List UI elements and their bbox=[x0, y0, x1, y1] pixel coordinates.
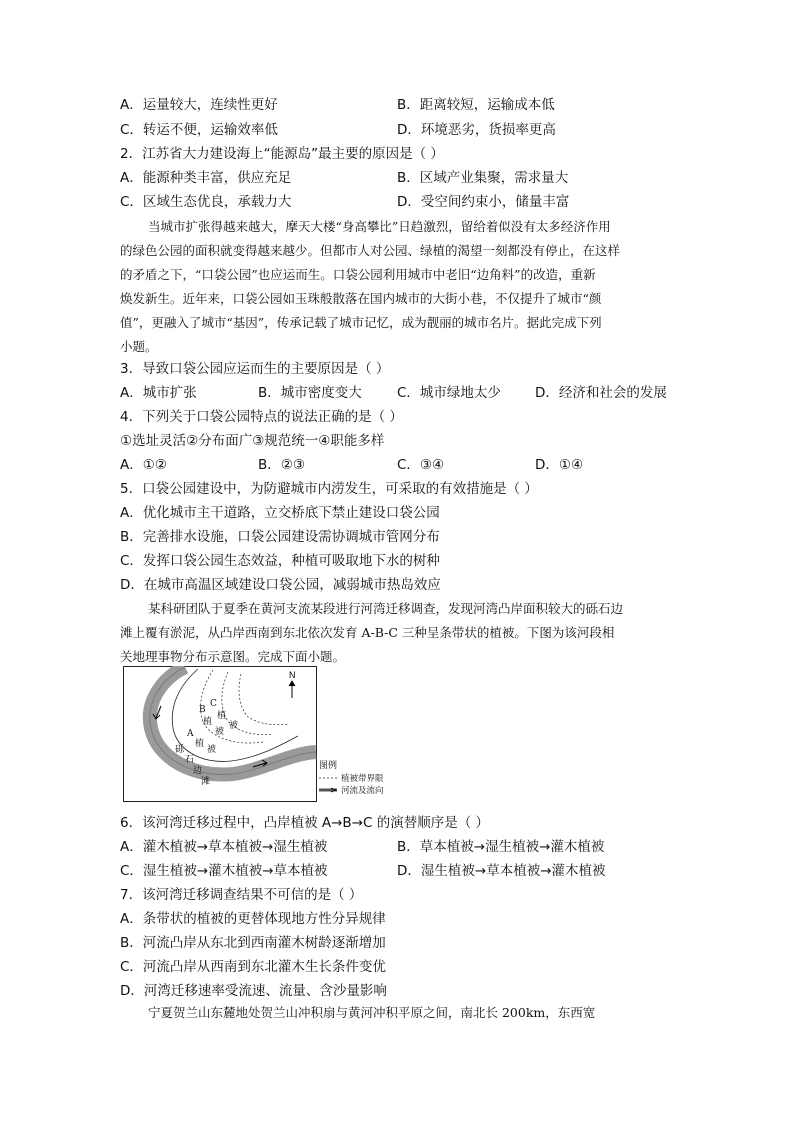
passage2-line: 某科研团队于夏季在黄河支流某段进行河湾迁移调查，发现河湾凸岸面积较大的砾石边 bbox=[148, 601, 624, 616]
label-li: 砾 bbox=[175, 745, 185, 755]
label-B: B bbox=[199, 705, 206, 715]
q3-stem: 3．导致口袋公园应运而生的主要原因是（ ） bbox=[120, 361, 390, 377]
label-zhi: 植 bbox=[195, 739, 205, 749]
q4-option-c: C．③④ bbox=[397, 457, 445, 473]
legend-boundary-label: 植被带界限 bbox=[341, 774, 384, 784]
q3-option-b: B．城市密度变大 bbox=[258, 385, 362, 401]
q6-option-a: A．灌木植被→草本植被→湿生植被 bbox=[120, 839, 328, 855]
q7-option-a: A．条带状的植被的更替体现地方性分异规律 bbox=[120, 911, 386, 927]
passage1-line: 的绿色公园的面积就变得越来越少。但都市人对公园、绿植的渴望一刻都没有停止，在这样 bbox=[120, 243, 621, 258]
q4-option-d: D．①④ bbox=[535, 457, 584, 473]
q7-option-b: B．河流凸岸从东北到西南灌木树龄逐渐增加 bbox=[120, 935, 386, 951]
north-label: N bbox=[289, 670, 296, 680]
q1-option-d: D．环境恶劣，货损率更高 bbox=[397, 122, 556, 138]
label-shi: 石 bbox=[185, 755, 195, 765]
q4-option-a: A．①② bbox=[120, 457, 167, 473]
label-zhi: 植 bbox=[203, 717, 213, 727]
q7-option-d: D．河湾迁移速率受流速、流量、含沙量影响 bbox=[120, 983, 387, 999]
label-A: A bbox=[187, 729, 194, 739]
q6-stem: 6．该河湾迁移过程中，凸岸植被 A→B→C 的演替顺序是（ ） bbox=[120, 815, 490, 831]
label-tan: 滩 bbox=[201, 777, 211, 787]
q6-option-d: D．湿生植被→草本植被→灌木植被 bbox=[397, 863, 606, 879]
passage2-line: 滩上覆有淤泥，从凸岸西南到东北依次发育 A-B-C 三种呈条带状的植被。下图为该河段相 bbox=[120, 625, 615, 640]
q2-option-d: D．受空间约束小，储量丰富 bbox=[397, 194, 570, 210]
passage3-line: 宁夏贺兰山东麓地处贺兰山冲积扇与黄河冲积平原之间，南北长 200km，东西宽 bbox=[148, 1005, 596, 1020]
q2-option-b: B．区域产业集聚，需求量大 bbox=[397, 170, 569, 186]
passage1-line: 的矛盾之下，“口袋公园”也应运而生。口袋公园利用城市中老旧“边角料”的改造，重新 bbox=[120, 267, 596, 282]
q6-option-c: C．湿生植被→灌木植被→草本植被 bbox=[120, 863, 328, 879]
q2-option-a: A．能源种类丰富，供应充足 bbox=[120, 170, 292, 186]
label-bei: 被 bbox=[207, 745, 217, 755]
passage2-line: 关地理事物分布示意图。完成下面小题。 bbox=[120, 649, 346, 664]
label-zhi: 植 bbox=[217, 711, 227, 721]
q6-option-b: B．草本植被→湿生植被→灌木植被 bbox=[397, 839, 605, 855]
label-C: C bbox=[210, 699, 217, 709]
label-bei: 被 bbox=[215, 727, 225, 737]
q4-items: ①选址灵活②分布面广③规范统一④职能多样 bbox=[120, 433, 385, 449]
q5-option-c: C．发挥口袋公园生态效益，种植可吸取地下水的树种 bbox=[120, 553, 440, 569]
q2-option-c: C．区域生态优良，承载力大 bbox=[120, 194, 292, 210]
passage1-line: 当城市扩张得越来越大，摩天大楼“身高攀比”日趋激烈，留给着似没有太多经济作用 bbox=[148, 219, 611, 234]
q7-stem: 7．该河湾迁移调查结果不可信的是（ ） bbox=[120, 887, 363, 903]
q1-option-c: C．转运不便，运输效率低 bbox=[120, 122, 278, 138]
label-bian: 边 bbox=[193, 766, 203, 776]
q3-option-c: C．城市绿地太少 bbox=[397, 385, 501, 401]
passage1-line: 焕发新生。近年来，口袋公园如玉珠般散落在国内城市的大街小巷，不仅提升了城市“颜 bbox=[120, 291, 602, 306]
q5-option-d: D．在城市高温区域建设口袋公园，减弱城市热岛效应 bbox=[120, 577, 441, 593]
q3-option-d: D．经济和社会的发展 bbox=[535, 385, 667, 401]
q2-stem: 2．江苏省大力建设海上“能源岛”最主要的原因是（ ） bbox=[120, 146, 444, 162]
q3-option-a: A．城市扩张 bbox=[120, 385, 197, 401]
q1-option-a: A．运量较大，连续性更好 bbox=[120, 97, 278, 113]
river-map-svg bbox=[123, 666, 451, 802]
q5-option-b: B．完善排水设施，口袋公园建设需协调城市管网分布 bbox=[120, 529, 440, 545]
q5-stem: 5．口袋公园建设中，为防避城市内涝发生，可采取的有效措施是（ ） bbox=[120, 481, 538, 497]
q5-option-a: A．优化城市主干道路，立交桥底下禁止建设口袋公园 bbox=[120, 505, 440, 521]
legend-river-label: 河流及流向 bbox=[341, 786, 384, 796]
q7-option-c: C．河流凸岸从西南到东北灌木生长条件变优 bbox=[120, 959, 386, 975]
label-bei: 被 bbox=[229, 721, 239, 731]
q4-option-b: B．②③ bbox=[258, 457, 305, 473]
legend-title: 图例 bbox=[319, 761, 338, 771]
q4-stem: 4．下列关于口袋公园特点的说法正确的是（ ） bbox=[120, 409, 403, 425]
passage1-line: 小题。 bbox=[120, 339, 158, 354]
q1-option-b: B．距离较短，运输成本低 bbox=[397, 97, 555, 113]
river-map-figure bbox=[123, 666, 451, 802]
passage1-line: 值”，更融入了城市“基因”，传承记载了城市记忆，成为靓丽的城市名片。据此完成下列 bbox=[120, 315, 602, 330]
